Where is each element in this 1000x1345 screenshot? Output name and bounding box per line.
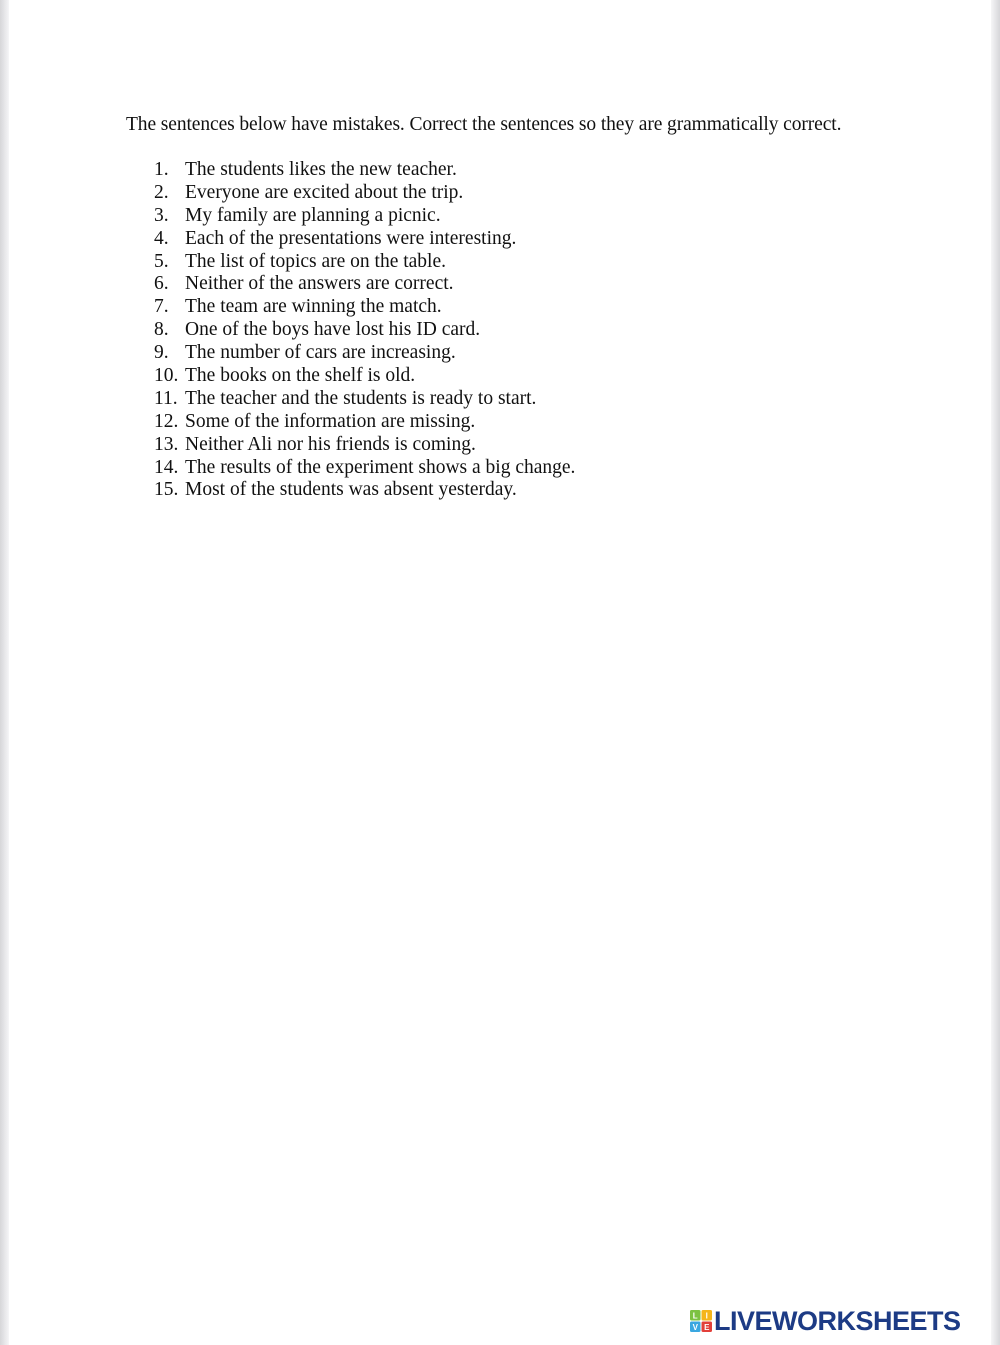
item-text: The students likes the new teacher. — [185, 159, 457, 180]
sentence-item — [154, 434, 575, 457]
logo-letter-l: L — [692, 1311, 698, 1321]
sentence-item — [154, 228, 575, 251]
item-number: 2. — [154, 181, 169, 203]
item-number: 3. — [154, 204, 169, 226]
sentence-item — [154, 205, 575, 228]
sentence-item — [154, 319, 575, 342]
item-number: 12. — [154, 410, 179, 432]
sentence-item — [154, 479, 575, 502]
item-text: The teacher and the students is ready to start. — [185, 387, 537, 409]
item-text: Most of the students was absent yesterday. — [185, 479, 517, 501]
item-text: The results of the experiment shows a big change. — [185, 456, 576, 478]
item-number: 9. — [154, 342, 169, 364]
item-number: 1. — [154, 159, 169, 180]
sentence-list — [154, 159, 575, 502]
item-number: 5. — [154, 250, 169, 272]
page-edge-right — [991, 0, 1000, 1345]
item-number: 10. — [154, 365, 179, 387]
sentence-item — [154, 388, 575, 411]
logo-letter-v: V — [692, 1323, 698, 1332]
sentence-item — [154, 411, 575, 434]
page-edge-left — [0, 0, 9, 1345]
instructions-text: The sentences below have mistakes. Correct the sentences so they are grammatically correct. — [126, 114, 842, 135]
item-text: The number of cars are increasing. — [185, 342, 456, 364]
item-text: Some of the information are missing. — [185, 410, 476, 432]
logo-letter-i: I — [705, 1311, 708, 1321]
item-text: One of the boys have lost his ID card. — [185, 319, 481, 341]
logo-text: LIVEWORKSHEETS — [714, 1306, 961, 1336]
item-text: Everyone are excited about the trip. — [185, 181, 464, 203]
sentence-item — [154, 182, 575, 205]
item-number: 4. — [154, 227, 169, 249]
item-number: 13. — [154, 433, 179, 455]
item-text: Neither of the answers are correct. — [185, 273, 454, 295]
sentence-item — [154, 273, 575, 296]
logo-letter-e: E — [704, 1323, 710, 1332]
item-number: 6. — [154, 273, 169, 295]
item-text: Each of the presentations were interesting. — [185, 227, 517, 249]
sentence-item — [154, 296, 575, 319]
item-number: 7. — [154, 296, 169, 318]
item-text: Neither Ali nor his friends is coming. — [185, 433, 476, 455]
sentence-item — [154, 457, 575, 480]
sentence-item — [154, 251, 575, 274]
liveworksheets-logo[interactable] — [690, 1305, 961, 1337]
item-text: The books on the shelf is old. — [185, 365, 416, 387]
sentence-item — [154, 159, 575, 182]
item-number: 8. — [154, 319, 169, 341]
liveworksheets-logo-icon — [690, 1310, 712, 1332]
item-number: 14. — [154, 456, 179, 478]
item-text: The list of topics are on the table. — [185, 250, 447, 272]
item-number: 11. — [154, 387, 178, 409]
item-text: My family are planning a picnic. — [185, 204, 441, 226]
item-text: The team are winning the match. — [185, 296, 442, 318]
item-number: 15. — [154, 479, 179, 501]
sentence-item — [154, 365, 575, 388]
sentence-item — [154, 342, 575, 365]
